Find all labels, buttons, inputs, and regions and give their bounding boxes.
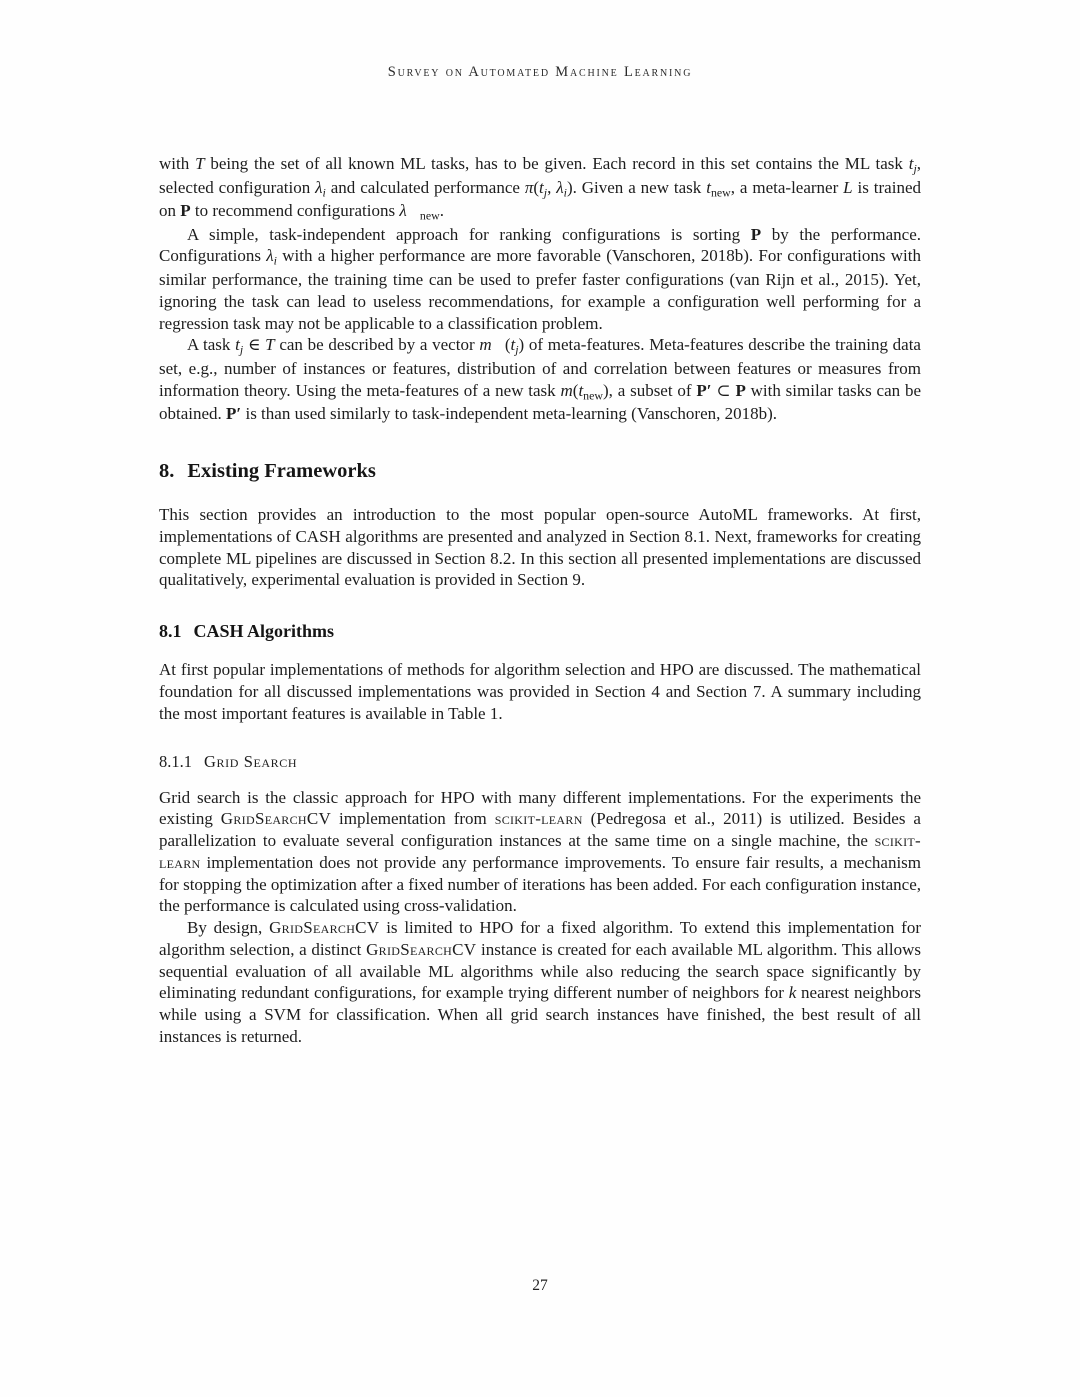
paragraph-meta-features: A task tj ∈ T can be described by a vector m⃗(tj) of meta-features. Meta-features describe the training data set, e.g., number of instances or features, distribution of and correlation between features or measures from information theory. Using the meta-features of a new task m(tnew), a subset of P′ ⊂ P with similar tasks can be obtained. P′ is than used similarly to task-independent meta-learning (Vanschoren, 2018b). <box>159 335 921 424</box>
subsection-title: CASH Algorithms <box>193 621 335 642</box>
page-content <box>159 153 921 1048</box>
paragraph-task-independent-ranking: A simple, task-independent approach for ranking configurations is sorting P by the performance. Configurations λi with a higher performance are more favorable (Vanschoren, 2018b). For configurations with similar performance, the training time can be used to prefer faster configurations (van Rijn et al., 2015). Yet, ignoring the task can lead to useless recommendations, for example a configuration well performing for a regression task may not be applicable to a classification problem. <box>159 224 921 333</box>
subsubsection-number: 8.1.1 <box>159 752 192 772</box>
subsection-number: 8.1 <box>159 621 182 642</box>
paragraph-grid-search-1: Grid search is the classic approach for HPO with many different implementations. For the experiments the existing GridSearchCV implementation from scikit-learn (Pedregosa et al., 2011) is utilized. Besides a parallelization to evaluate several configuration instances at the same time on a single machine, the scikit-learn implementation does not provide any performance improvements. To ensure fair results, a mechanism for stopping the optimization after a fixed number of iterations has been added. For each configuration instance, the performance is calculated using cross-validation. <box>159 787 921 916</box>
page-number: 27 <box>532 1277 548 1294</box>
paragraph-section8-intro: This section provides an introduction to the most popular open-source AutoML frameworks. At first, implementations of CASH algorithms are presented and analyzed in Section 8.1. Next, frameworks for creating complete ML pipelines are discussed in Section 8.2. In this section all presented implementations are discussed qualitatively, experimental evaluation is provided in Section 9. <box>159 505 921 590</box>
paragraph-grid-search-2: By design, GridSearchCV is limited to HPO for a fixed algorithm. To extend this implementation for algorithm selection, a distinct GridSearchCV instance is created for each available ML algorithm. This allows sequential evaluation of all available ML algorithms while also reducing the search space significantly by eliminating redundant configurations, for example trying different number of neighbors for k nearest neighbors while using a SVM for classification. When all grid search instances have finished, the best result of all instances is returned. <box>159 918 921 1046</box>
subsubsection-heading-grid-search <box>159 751 921 772</box>
running-header: Survey on Automated Machine Learning <box>387 64 693 80</box>
paragraph-cash-intro: At first popular implementations of methods for algorithm selection and HPO are discussed. The mathematical foundation for all discussed implementations was provided in Section 4 and Section 7. A summary including the most important features is available in Table 1. <box>159 660 921 723</box>
subsubsection-title: Grid Search <box>204 752 298 772</box>
subsection-heading-cash-algorithms <box>159 620 921 643</box>
section-heading-existing-frameworks <box>159 458 921 484</box>
paragraph-meta-learning-tasks: with T being the set of all known ML tasks, has to be given. Each record in this set contains the ML task tj, selected configuration λi and calculated performance π(tj, λi). Given a new task tnew, a meta-learner L is trained on P to recommend configurations λ⃗new. <box>159 154 921 223</box>
section-title: Existing Frameworks <box>187 459 376 482</box>
section-number: 8. <box>159 459 175 482</box>
